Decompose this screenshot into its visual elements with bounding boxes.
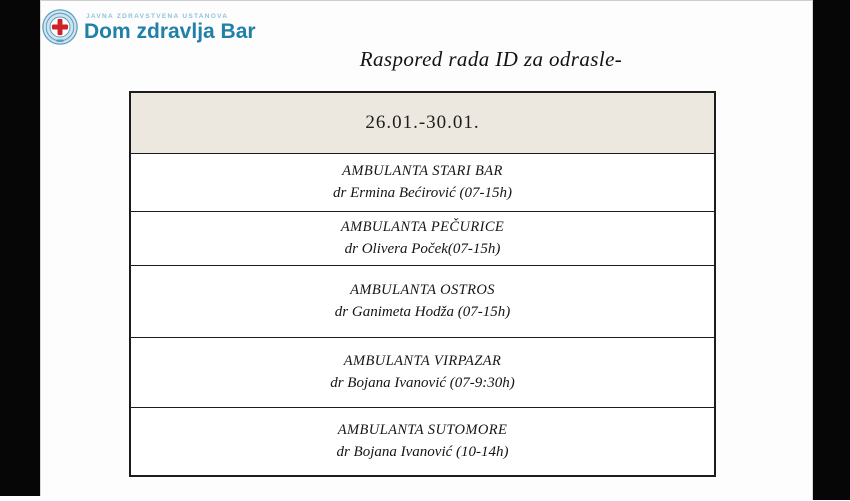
org-name-label: Dom zdravlja Bar bbox=[84, 19, 256, 43]
letterhead-text bbox=[84, 13, 256, 42]
letterbox-left bbox=[0, 0, 41, 496]
table-row-ostros bbox=[131, 265, 714, 337]
doctor-shift: dr Ganimeta Hodža (07-15h) bbox=[334, 303, 511, 320]
clinic-name: AMBULANTA STARI BAR bbox=[342, 163, 503, 180]
org-type-label: JAVNA ZDRAVSTVENA USTANOVA bbox=[86, 12, 229, 20]
doctor-shift: dr Bojana Ivanović (07-9:30h) bbox=[330, 374, 515, 391]
clinic-name: AMBULANTA OSTROS bbox=[350, 282, 495, 299]
clinic-name: AMBULANTA SUTOMORE bbox=[337, 422, 508, 439]
doctor-shift: dr Ermina Bećirović (07-15h) bbox=[333, 184, 512, 201]
schedule-table bbox=[129, 91, 716, 477]
table-row-pecurice bbox=[131, 211, 714, 265]
doctor-shift: dr Bojana Ivanović (10-14h) bbox=[336, 443, 509, 460]
table-row-stari-bar bbox=[131, 153, 714, 211]
table-row-sutomore bbox=[131, 407, 714, 475]
red-cross-logo-icon bbox=[41, 8, 79, 46]
page-title: Raspored rada ID za odrasle- bbox=[359, 47, 623, 71]
letterbox-right bbox=[812, 0, 850, 500]
clinic-name: AMBULANTA PEČURICE bbox=[340, 219, 505, 236]
table-row-virpazar bbox=[131, 337, 714, 407]
clinic-name: AMBULANTA VIRPAZAR bbox=[343, 353, 502, 370]
document-page bbox=[41, 0, 812, 501]
doctor-shift: dr Olivera Poček(07-15h) bbox=[344, 240, 501, 257]
date-range-header: 26.01.-30.01. bbox=[131, 93, 714, 153]
letterhead bbox=[41, 8, 256, 46]
